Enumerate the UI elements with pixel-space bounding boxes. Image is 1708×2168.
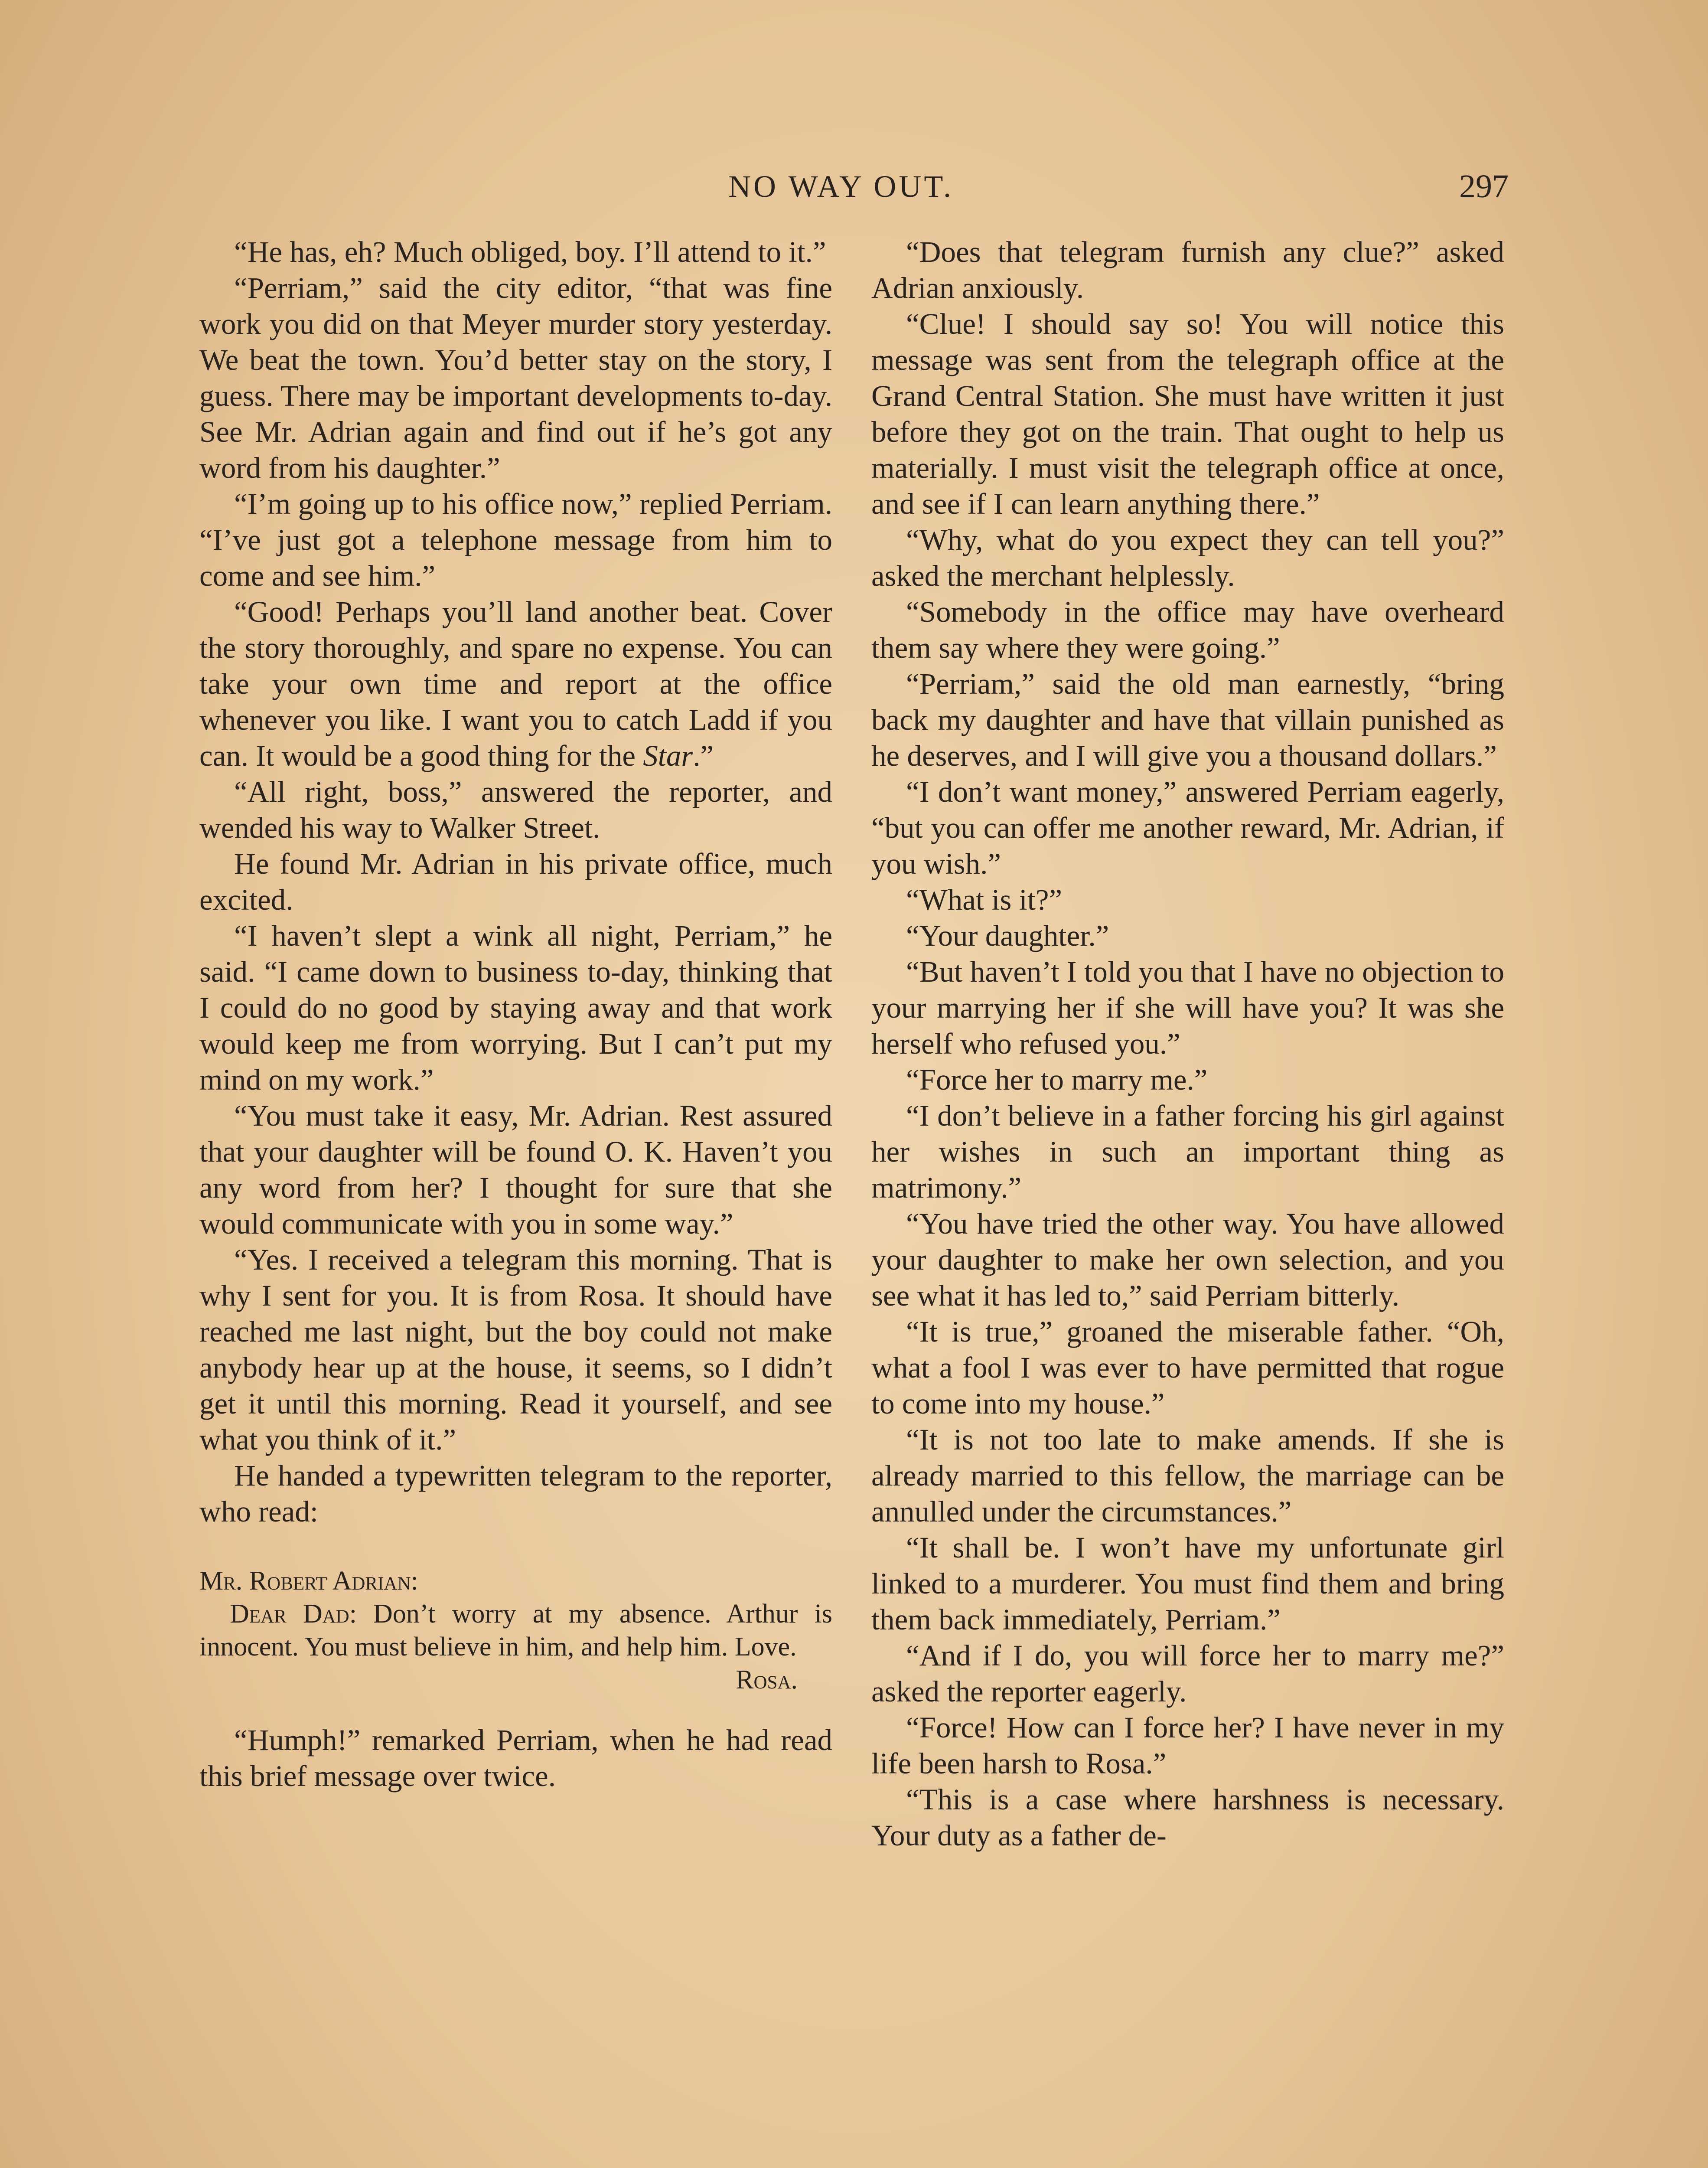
paragraph: “Yes. I received a telegram this morning. That is why I sent for you. It is from Rosa. It should have reached me last night, but the boy could not make anybody hear up at the house, it seems, so I didn’t get it until this morning. Read it yourself, and see what you think of it.” [199,1243,832,1456]
telegram-body [199,1597,832,1663]
paragraph: He found Mr. Adrian in his private office, much excited. [199,847,832,916]
paragraph: “Force! How can I force her? I have never in my life been harsh to Rosa.” [871,1711,1504,1780]
page-number: 297 [1459,168,1509,205]
paragraph: He handed a typewritten telegram to the reporter, who read: [199,1459,832,1528]
paragraph: “I haven’t slept a wink all night, Perriam,” he said. “I came down to business to-day, thinking that I could do no good by staying away and that work would keep me from worrying. But I can’t put my mind on my work.” [199,919,832,1096]
paragraph: “Force her to marry me.” [906,1063,1208,1096]
newspaper-name: Star [643,739,693,772]
paragraph: “Your daughter.” [906,919,1109,952]
paragraph: “Does that telegram furnish any clue?” asked Adrian anxiously. [871,235,1504,304]
paragraph: “What is it?” [906,883,1063,916]
paragraph: “You have tried the other way. You have allowed your daughter to make her own selection, and you see what it has led to,” said Perriam bitterly. [871,1207,1504,1312]
chapter-title: NO WAY OUT. [728,169,954,204]
paragraph: “But haven’t I told you that I have no objection to your marrying her if she will have you? It was she herself who refused you.” [871,955,1504,1060]
paragraph: “Humph!” remarked Perriam, when he had read this brief message over twice. [199,1724,832,1793]
paragraph: “Why, what do you expect they can tell you?” asked the merchant helplessly. [871,523,1504,592]
paragraph: “He has, eh? Much obliged, boy. I’ll attend to it.” [234,235,826,268]
paragraph: “Perriam,” said the old man earnestly, “bring back my daughter and have that villain punished as he deserves, and I will give you a thousand dollars.” [871,667,1504,772]
telegram-block [199,1564,832,1696]
paragraph-text: .” [693,739,714,772]
telegram-text: Don’t worry at my absence. Arthur is innocent. You must believe in him, and help him. Love. [199,1599,832,1662]
telegram-signature: Rosa. [736,1665,798,1695]
left-column [199,234,832,1794]
paragraph: “It is not too late to make amends. If she is already married to this fellow, the marriage can be annulled under the circumstances.” [871,1423,1504,1528]
telegram-address: Mr. Robert Adrian: [199,1566,418,1596]
paragraph: “You must take it easy, Mr. Adrian. Rest assured that your daughter will be found O. K. Haven’t you any word from her? I thought for sure that she would communicate with you in some way.” [199,1099,832,1240]
paragraph: “I’m going up to his office now,” replied Perriam. “I’ve just got a telephone message from him to come and see him.” [199,487,832,592]
paragraph: “Clue! I should say so! You will notice this message was sent from the telegraph office at the Grand Central Station. She must have written it just before they got on the train. That ought to help us materially. I must visit the telegraph office at once, and see if I can learn anything there.” [871,307,1504,520]
paragraph-text: “Good! Perhaps you’ll land another beat. Cover the story thoroughly, and spare no expense. You can take your own time and report at the office whenever you like. I want you to catch Ladd if you can. It would be a good thing for the [199,595,832,772]
paragraph [199,594,832,774]
paragraph: “Perriam,” said the city editor, “that was fine work you did on that Meyer murder story yesterday. We beat the town. You’d better stay on the story, I guess. There may be important developments to-day. See Mr. Adrian again and find out if he’s got any word from his daughter.” [199,271,832,484]
paragraph: “All right, boss,” answered the reporter, and wended his way to Walker Street. [199,775,832,844]
paragraph: “I don’t believe in a father forcing his girl against her wishes in such an important thing as matrimony.” [871,1099,1504,1204]
paragraph: “This is a case where harshness is necessary. Your duty as a father de- [871,1783,1504,1852]
telegram-salutation: Dear Dad: [230,1599,357,1629]
running-header [191,165,1509,208]
paragraph: “Somebody in the office may have overheard them say where they were going.” [871,595,1504,664]
paragraph: “It shall be. I won’t have my unfortunate girl linked to a murderer. You must find them and bring them back immediately, Perriam.” [871,1531,1504,1636]
paragraph: “It is true,” groaned the miserable father. “Oh, what a fool I was ever to have permitted that rogue to come into my house.” [871,1315,1504,1420]
paragraph: “I don’t want money,” answered Perriam eagerly, “but you can offer me another reward, Mr. Adrian, if you wish.” [871,775,1504,880]
paragraph: “And if I do, you will force her to marry me?” asked the reporter eagerly. [871,1639,1504,1708]
right-column [871,234,1504,1854]
